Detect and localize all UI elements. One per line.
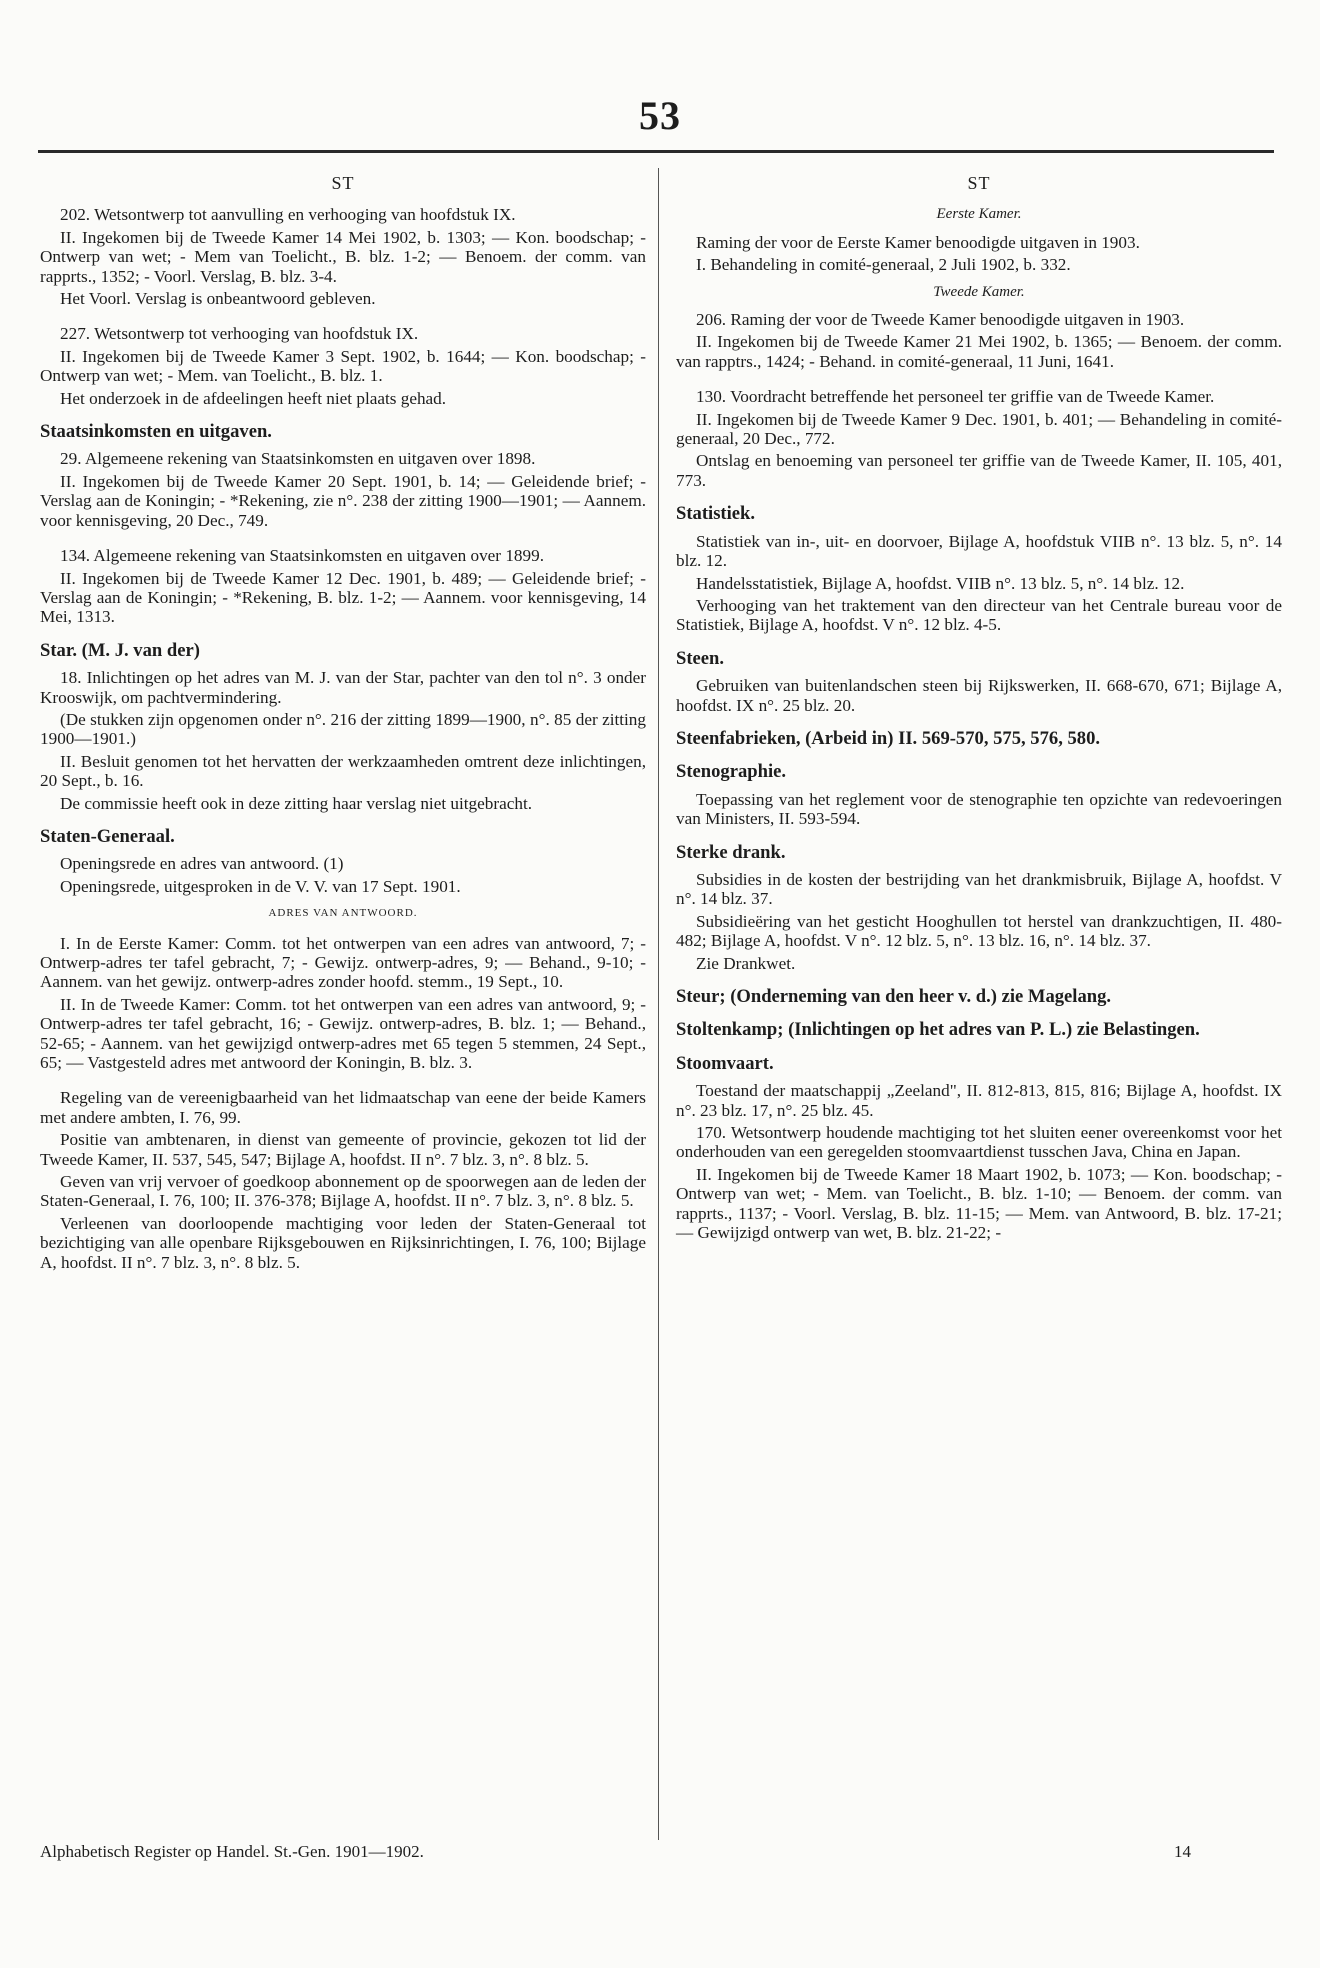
entry-text: II. Ingekomen bij de Tweede Kamer 21 Mei 1902, b. 1365; — Benoem. der comm. van rapptrs., 1424; - Behand. in comité-generaal, 11 Juni, 1641. (676, 332, 1282, 371)
section-heading: Stoltenkamp; (Inlichtingen op het adres van P. L.) zie Belastingen. (676, 1019, 1200, 1041)
entry-text: Het Voorl. Verslag is onbeantwoord gebleven. (60, 289, 376, 309)
entry-text: Het onderzoek in de afdeelingen heeft niet plaats gehad. (60, 388, 447, 408)
top-rule (38, 150, 1274, 153)
column-divider (658, 168, 659, 1840)
entry-text: I. Behandeling in comité-generaal, 2 Juli 1902, b. 332. (696, 255, 1071, 275)
section-heading: Star. (M. J. van der) (40, 639, 200, 661)
entry-text: Regeling van de vereenigbaarheid van het lidmaatschap van eene der beide Kamers met andere ambten, I. 76, 99. (40, 1088, 646, 1127)
entry-text: II. Ingekomen bij de Tweede Kamer 14 Mei 1902, b. 1303; — Kon. boodschap; - Ontwerp van wet; - Mem van Toelicht., B. blz. 1-2; — Benoem. der comm. van rapprts., 1352; - Voorl. Verslag, B. blz. 3-4. (40, 227, 646, 286)
section-heading: Steenfabrieken, (Arbeid in) II. 569-570, 575, 576, 580. (676, 727, 1101, 749)
left-column-head: ST (331, 173, 355, 193)
entry-text: Toestand der maatschappij „Zeeland", II. 812-813, 815, 816; Bijlage A, hoofdst. IX n°. 23 blz. 17, n°. 25 blz. 45. (676, 1081, 1282, 1120)
page-number: 53 (639, 93, 681, 138)
entry-text: II. Ingekomen bij de Tweede Kamer 18 Maart 1902, b. 1073; — Kon. boodschap; - Ontwerp van wet; - Mem. van Toelicht., B. blz. 1-10; — Benoem. der comm. van rapprts., 1137; - Voorl. Verslag, B. blz. 11-15; — Mem. van Antwoord, B. blz. 17-21; — Gewijzigd ontwerp van wet, B. blz. 21-22; - (676, 1164, 1282, 1243)
entry-text: Ontslag en benoeming van personeel ter griffie van de Tweede Kamer, II. 105, 401, 773. (676, 451, 1282, 490)
entry-text: Toepassing van het reglement voor de stenographie ten opzichte van redevoeringen van Ministers, II. 593-594. (676, 789, 1282, 829)
entry-text: Zie Drankwet. (696, 953, 796, 973)
entry-text: Handelsstatistiek, Bijlage A, hoofdst. VIIB n°. 13 blz. 5, n°. 14 blz. 12. (696, 573, 1185, 593)
entry-text: 130. Voordracht betreffende het personeel ter griffie van de Tweede Kamer. (696, 387, 1215, 407)
entry-text: II. Ingekomen bij de Tweede Kamer 20 Sept. 1901, b. 14; — Geleidende brief; - Verslag aan de Koningin; - *Rekening, zie n°. 238 der zitting 1900—1901; — Aannem. voor kennisgeving, 20 Dec., 749. (40, 471, 646, 530)
footer-signature-number: 14 (1174, 1842, 1191, 1861)
section-heading: Steen. (676, 647, 725, 669)
entry-text: 227. Wetsontwerp tot verhooging van hoofdstuk IX. (60, 324, 419, 344)
entry-text: II. Ingekomen bij de Tweede Kamer 12 Dec. 1901, b. 489; — Geleidende brief; - Verslag aan de Koningin; - *Rekening, B. blz. 1-2; — Aannem. voor kennisgeving, 14 Mei, 1313. (40, 568, 646, 627)
entry-text: II. Besluit genomen tot het hervatten der werkzaamheden omtrent deze inlichtingen, 20 Sept., b. 16. (40, 751, 646, 791)
entry-text: Verleenen van doorloopende machtiging voor leden der Staten-Generaal tot bezichtiging van alle openbare Rijksgebouwen en Rijksinrichtingen, I. 76, 100; Bijlage A, hoofdst. II n°. 7 blz. 3, n°. 8 blz. 5. (40, 1213, 646, 1272)
entry-text: Positie van ambtenaren, in dienst van gemeente of provincie, gekozen tot lid der Tweede Kamer, II. 537, 545, 547; Bijlage A, hoofdst. II n°. 7 blz. 3, n°. 8 blz. 5. (40, 1130, 646, 1169)
entry-text: 29. Algemeene rekening van Staatsinkomsten en uitgaven over 1898. (60, 449, 536, 469)
entry-text: 202. Wetsontwerp tot aanvulling en verhooging van hoofdstuk IX. (60, 205, 516, 225)
entry-text: Openingsrede, uitgesproken in de V. V. van 17 Sept. 1901. (60, 876, 461, 896)
entry-text: Raming der voor de Eerste Kamer benoodigde uitgaven in 1903. (696, 232, 1140, 252)
section-heading: Sterke drank. (676, 841, 786, 863)
entry-text: Subsidieëring van het gesticht Hooghullen tot herstel van drankzuchtigen, II. 480-482; Bijlage A, hoofdst. V n°. 12 blz. 5, n°. 13 blz. 16, n°. 14 blz. 37. (676, 911, 1282, 951)
section-heading: Statistiek. (676, 503, 756, 525)
entry-text: 170. Wetsontwerp houdende machtiging tot het sluiten eener overeenkomst voor het onderhouden van een geregelden stoomvaartdienst tusschen Java, China en Japan. (676, 1123, 1282, 1162)
entry-text: Statistiek van in-, uit- en doorvoer, Bijlage A, hoofdstuk VIIB n°. 13 blz. 5, n°. 14 blz. 12. (676, 531, 1282, 571)
entry-text: (De stukken zijn opgenomen onder n°. 216 der zitting 1899—1900, n°. 85 der zitting 1900—1901.) (40, 709, 646, 749)
entry-text: Verhooging van het traktement van den directeur van het Centrale bureau voor de Statistiek, Bijlage A, hoofdst. V n°. 12 blz. 4-5. (676, 595, 1282, 635)
entry-text: Subsidies in de kosten der bestrijding van het drankmisbruik, Bijlage A, hoofdst. V n°. 14 blz. 37. (676, 869, 1282, 909)
entry-text: Gebruiken van buitenlandschen steen bij Rijkswerken, II. 668-670, 671; Bijlage A, hoofdst. IX n°. 25 blz. 20. (676, 676, 1282, 715)
entry-text: II. Ingekomen bij de Tweede Kamer 3 Sept. 1902, b. 1644; — Kon. boodschap; - Ontwerp van wet; - Mem. van Toelicht., B. blz. 1. (40, 346, 646, 386)
entry-text: II. In de Tweede Kamer: Comm. tot het ontwerpen van een adres van antwoord, 9; - Ontwerp-adres ter tafel gebracht, 16; - Gewijz. ontwerp-adres, B. blz. 1; — Behand., 52-65; - Aannem. van het gewijzigd ontwerp-adres met 65 tegen 5 stemmen, 24 Sept., 65; — Vastgesteld adres met antwoord der Koningin, B. blz. 3. (40, 994, 646, 1073)
subsection-heading: Tweede Kamer. (933, 283, 1025, 300)
section-heading: Stoomvaart. (676, 1052, 774, 1074)
entry-text: De commissie heeft ook in deze zitting haar verslag niet uitgebracht. (60, 793, 533, 813)
section-heading: Staten-Generaal. (40, 825, 175, 847)
section-heading: Steur; (Onderneming van den heer v. d.) zie Magelang. (676, 986, 1112, 1007)
section-heading: Stenographie. (676, 761, 787, 783)
right-column-head: ST (967, 173, 991, 193)
subsection-heading: Eerste Kamer. (936, 206, 1022, 223)
entry-text: 206. Raming der voor de Tweede Kamer benoodigde uitgaven in 1903. (696, 310, 1185, 330)
subsection-heading: ADRES VAN ANTWOORD. (268, 907, 418, 920)
entry-text: Openingsrede en adres van antwoord. (1) (60, 854, 344, 874)
entry-text: II. Ingekomen bij de Tweede Kamer 9 Dec. 1901, b. 401; — Behandeling in comité-generaal, 20 Dec., 772. (676, 409, 1282, 449)
entry-text: Geven van vrij vervoer of goedkoop abonnement op de spoorwegen aan de leden der Staten-Generaal, I. 76, 100; II. 376-378; Bijlage A, hoofdst. II n°. 7 blz. 3, n°. 8 blz. 5. (40, 1172, 646, 1211)
section-heading: Staatsinkomsten en uitgaven. (40, 421, 272, 443)
entry-text: I. In de Eerste Kamer: Comm. tot het ontwerpen van een adres van antwoord, 7; - Ontwerp-adres ter tafel gebracht, 7; - Gewijz. ontwerp-adres, 9; — Behand., 9-10; - Aannem. van het gewijz. ontwerp-adres zonder hoofd. stemm., 19 Sept., 10. (40, 933, 646, 992)
entry-text: 18. Inlichtingen op het adres van M. J. van der Star, pachter van den tol n°. 3 onder Krooswijk, om pachtvermindering. (40, 668, 646, 707)
running-footer: Alphabetisch Register op Handel. St.-Gen. 1901—1902. (40, 1842, 424, 1861)
left-column (40, 174, 646, 1275)
right-column (676, 174, 1282, 1245)
entry-text: 134. Algemeene rekening van Staatsinkomsten en uitgaven over 1899. (60, 546, 544, 566)
